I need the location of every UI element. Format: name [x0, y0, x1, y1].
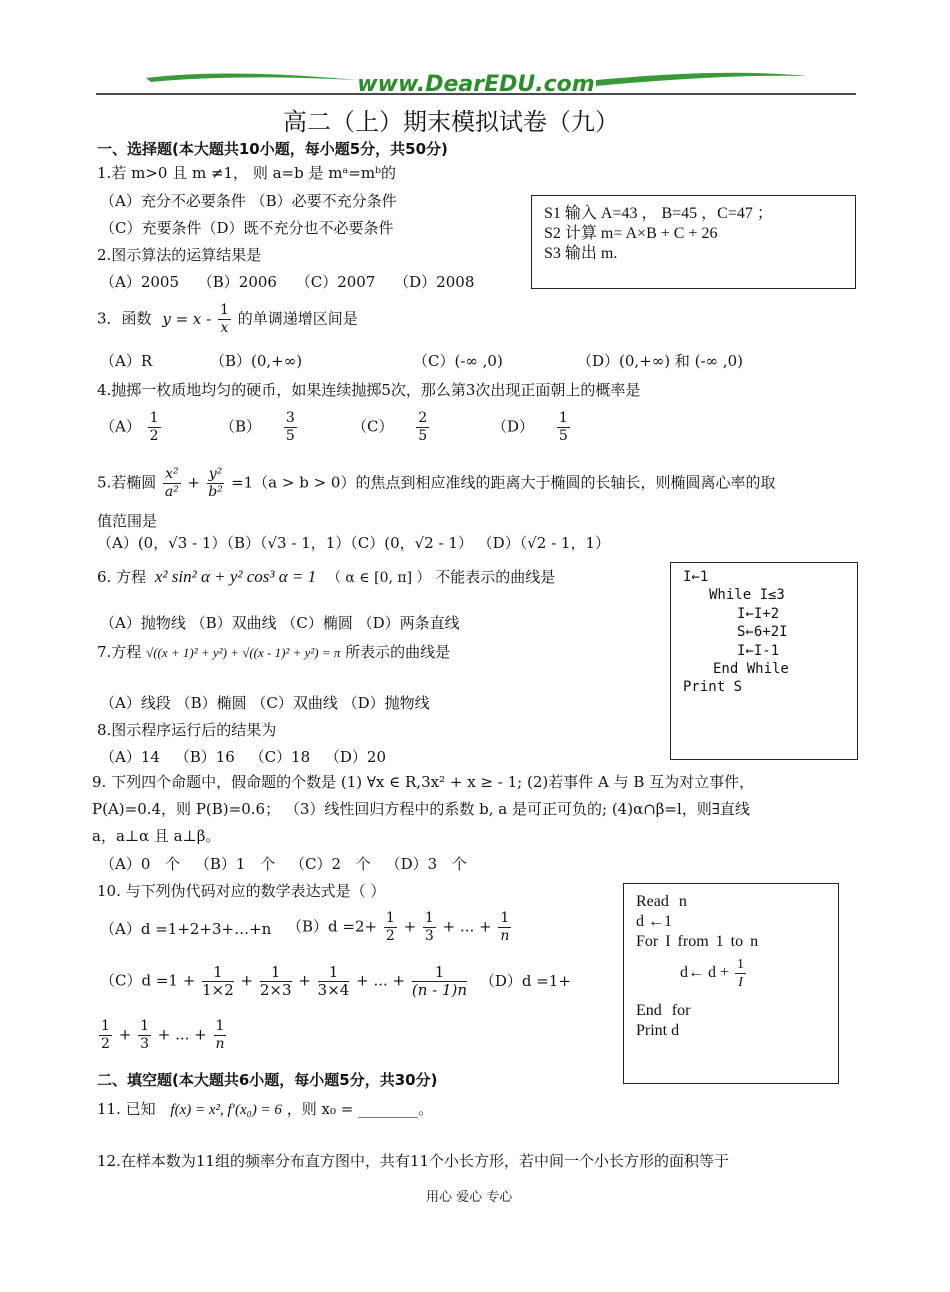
q3-option-b: （B）(0,+∞) [210, 352, 303, 370]
q6-formula: x² sin² α + y² cos³ α = 1 [154, 567, 317, 586]
q10-b-frac-1 [384, 910, 397, 945]
q4-c-frac [416, 410, 429, 445]
algo-s3: S3 输出 m. [544, 245, 618, 262]
right-swoosh [596, 73, 808, 86]
q10-option-c [100, 964, 571, 999]
code2-for: For I from 1 to n [636, 933, 759, 950]
q10-c-f3-den: 3×4 [317, 981, 350, 999]
q4-stem: 4.抛掷一枚质地均匀的硬币，如果连续抛掷5次，那么第3次出现正面朝上的概率是 [97, 381, 641, 399]
q10-stem: 10. 与下列伪代码对应的数学表达式是（ ） [97, 882, 386, 900]
q10-b-plus: + [403, 917, 417, 936]
banner-text: www.DearEDU.com [357, 72, 595, 97]
q4-a-num: 1 [149, 410, 159, 426]
pseudocode-box-q10 [623, 883, 839, 1084]
code2-read: Read n [636, 893, 687, 910]
q7-pre: 7.方程 [97, 643, 142, 661]
q8-stem: 8.图示程序运行后的结果为 [97, 721, 277, 739]
q6-pre: 6. 方程 [97, 568, 147, 586]
q4-d-num: 1 [558, 410, 568, 426]
code2-frac-num: 1 [737, 957, 745, 972]
q10-b-ellipsis: + ... + [442, 917, 492, 936]
q3-post: 的单调递增区间是 [237, 309, 358, 328]
q4-a-frac [148, 410, 161, 445]
q10-b-pre: （B）d =2+ [287, 917, 378, 936]
q10-b-fn-num: 1 [500, 910, 510, 926]
q10-c-f2-den: 2×3 [259, 981, 292, 999]
q5-post: =1（a > b > 0）的焦点到相应准线的距离大于椭圆的长轴长，则椭圆离心率的取 [231, 473, 776, 492]
q3-stem [97, 302, 358, 337]
q4-d-label: （D） [492, 417, 535, 436]
q10-c-f1-den: 1×2 [202, 981, 234, 999]
q3-option-d: （D）(0,+∞) 和 (-∞ ,0) [577, 352, 743, 370]
code1-line-7: Print S [683, 679, 743, 695]
q5-y-fraction [207, 466, 225, 501]
q4-b-frac [284, 410, 297, 445]
q10-d-frac-2 [138, 1018, 151, 1053]
q4-b-num: 3 [285, 410, 295, 426]
q10-d-pre: （D）d =1+ [479, 971, 571, 990]
q10-d-frac-1 [99, 1018, 112, 1053]
algorithm-box [531, 195, 856, 289]
q10-c-fn-num: 1 [412, 964, 467, 982]
q10-d-plus: + [118, 1025, 132, 1044]
q10-c-f3-num: 1 [318, 964, 350, 982]
page-title: 高二（上）期末模拟试卷（九） [283, 108, 619, 136]
q4-option-a [100, 410, 163, 445]
q10-c-frac-2 [260, 964, 292, 999]
q10-b-f2-den: 3 [424, 928, 434, 944]
code2-body [680, 956, 748, 991]
q10-d-f1-den: 2 [101, 1036, 110, 1052]
q10-c-frac-3 [318, 964, 350, 999]
code2-print: Print d [636, 1022, 680, 1039]
q10-c-frac-n [412, 964, 467, 999]
q10-d-frac-n [214, 1018, 227, 1053]
q6-stem [97, 567, 555, 587]
code2-init: d ←1 [636, 913, 672, 930]
q11-formula: f(x) = x², f′(x₀) = 6 [170, 1102, 282, 1118]
deaedu-banner-logo [96, 64, 856, 100]
q10-c-fn-den: (n - 1)n [411, 981, 468, 999]
q10-b-frac-2 [423, 910, 436, 945]
q10-c-plus-2: + [298, 971, 311, 990]
code1-line-5: I←I-1 [737, 643, 780, 659]
q10-c-ellipsis: + ... + [356, 971, 406, 990]
q6-options: （A）抛物线 （B）双曲线 （C）椭圆 （D）两条直线 [100, 614, 460, 632]
algo-s2: S2 计算 m= A×B + C + 26 [544, 225, 718, 242]
q10-c-f1-num: 1 [202, 964, 234, 982]
q4-option-c [352, 410, 431, 445]
q2-stem: 2.图示算法的运算结果是 [97, 246, 262, 264]
q10-c-f2-num: 1 [260, 964, 292, 982]
q9-options: （A）0 个 （B）1 个 （C）2 个 （D）3 个 [100, 855, 467, 873]
q4-c-num: 2 [418, 410, 428, 426]
q5-b2: b² [208, 484, 223, 500]
code2-frac-den: I [738, 975, 743, 990]
page-footer: 用心 爱心 专心 [426, 1190, 513, 1205]
code2-body-frac [735, 956, 746, 991]
q4-a-label: （A） [100, 417, 141, 436]
q12-stem: 12.在样本数为11组的频率分布直方图中，共有11个小长方形，若中间一个小长方形的面积等于 [97, 1152, 730, 1170]
q7-stem [97, 643, 450, 661]
q4-d-frac [557, 410, 570, 445]
q7-formula: √((x + 1)² + y²) + √((x - 1)² + y²) = π [146, 645, 341, 660]
q10-b-fn-den: n [500, 928, 510, 944]
q6-condition: （ α ∈ [0, π] ） [326, 570, 431, 586]
code1-line-6: End While [713, 661, 789, 677]
q10-option-a: （A）d =1+2+3+…+n [100, 920, 272, 938]
code1-line-4: S←6+2I [737, 624, 788, 640]
code2-body-text: d← d + [680, 964, 730, 982]
q11-stem [97, 1100, 433, 1119]
q4-option-d [492, 410, 572, 445]
code2-end: End for [636, 1002, 691, 1019]
q4-a-den: 2 [149, 428, 159, 444]
q3-frac-den: x [220, 320, 229, 336]
q10-b-f2-num: 1 [424, 910, 434, 926]
q10-b-f1-den: 2 [385, 928, 395, 944]
q2-options: （A）2005 （B）2006 （C）2007 （D）2008 [100, 273, 475, 291]
q10-d-fn-den: n [215, 1036, 225, 1052]
q10-c-pre: （C）d =1 + [100, 971, 196, 990]
q9-line-3: a，a⊥α 且 a⊥β。 [92, 827, 221, 845]
q5-stem [97, 466, 775, 501]
q7-options: （A）线段 （B）椭圆 （C）双曲线 （D）抛物线 [100, 694, 430, 712]
q10-d-fn-num: 1 [215, 1018, 225, 1034]
q4-option-b [220, 410, 299, 445]
q5-continuation: 值范围是 [97, 512, 158, 530]
algo-s1: S1 输入 A=43 ， B=45 ，C=47 ； [544, 205, 773, 222]
q5-a2: a² [164, 484, 179, 500]
q4-b-label: （B） [220, 417, 262, 436]
code1-line-2: While I≤3 [709, 587, 785, 603]
q3-fraction [218, 302, 231, 337]
code1-line-3: I←I+2 [737, 606, 780, 622]
q4-d-den: 5 [558, 428, 568, 444]
left-swoosh [146, 73, 356, 82]
q5-options: （A）(0，√3 - 1）（B）（√3 - 1，1）（C）(0，√2 - 1） （D）（√2 - 1，1） [97, 534, 611, 552]
q9-line-1: 9. 下列四个命题中，假命题的个数是 (1) ∀x ∈ R,3x² + x ≥ - 1; (2)若事件 A 与 B 互为对立事件， [92, 773, 755, 791]
q10-option-b [287, 910, 513, 945]
q10-d-f2-den: 3 [140, 1036, 149, 1052]
q10-c-frac-1 [202, 964, 234, 999]
program-box-q8 [670, 562, 858, 760]
q3-option-a: （A）R [100, 352, 153, 370]
section-1-heading: 一、选择题(本大题共10小题，每小题5分，共50分) [97, 140, 448, 158]
q6-post: 不能表示的曲线是 [435, 568, 556, 586]
q9-line-2: P(A)=0.4，则 P(B)=0.6； （3）线性回归方程中的系数 b, a 是可正可负的; (4)α∩β=l，则∃直线 [92, 800, 750, 818]
q1-stem: 1.若 m>0 且 m ≠1， 则 a=b 是 mᵃ=mᵇ的 [97, 164, 397, 182]
q10-d-ellipsis: + ... + [157, 1025, 207, 1044]
q1-options-line1: （A）充分不必要条件 （B）必要不充分条件 [100, 192, 397, 210]
q5-pre: 5.若椭圆 [97, 473, 157, 492]
q10-c-plus-1: + [240, 971, 254, 990]
q4-c-den: 5 [418, 428, 428, 444]
q3-function: y = x - [162, 309, 212, 328]
q10-d-f2-num: 1 [140, 1018, 149, 1034]
q8-options: （A）14 （B）16 （C）18 （D）20 [100, 748, 387, 766]
q3-frac-num: 1 [219, 302, 229, 318]
q5-x2: x² [165, 466, 179, 482]
q10-option-d-cont [97, 1018, 228, 1053]
q11-post: ，则 x₀ = ________。 [286, 1100, 434, 1118]
section-2-heading: 二、填空题(本大题共6小题，每小题5分，共30分) [97, 1071, 438, 1089]
q10-b-f1-num: 1 [385, 910, 395, 926]
q5-y2: y² [208, 466, 223, 482]
q3-option-c: （C）(-∞ ,0) [413, 352, 503, 370]
code1-line-1: I←1 [683, 569, 709, 585]
q7-post: 所表示的曲线是 [345, 643, 451, 661]
q11-pre: 11. 已知 [97, 1100, 156, 1118]
q5-x-fraction [163, 466, 181, 501]
q10-b-frac-n [498, 910, 511, 945]
q4-b-den: 5 [285, 428, 295, 444]
q10-d-f1-num: 1 [101, 1018, 110, 1034]
q1-options-line2: （C）充要条件（D）既不充分也不必要条件 [100, 219, 394, 237]
q5-plus: + [187, 473, 200, 492]
q4-c-label: （C） [352, 417, 394, 436]
q3-pre: 3．函数 [97, 309, 152, 328]
